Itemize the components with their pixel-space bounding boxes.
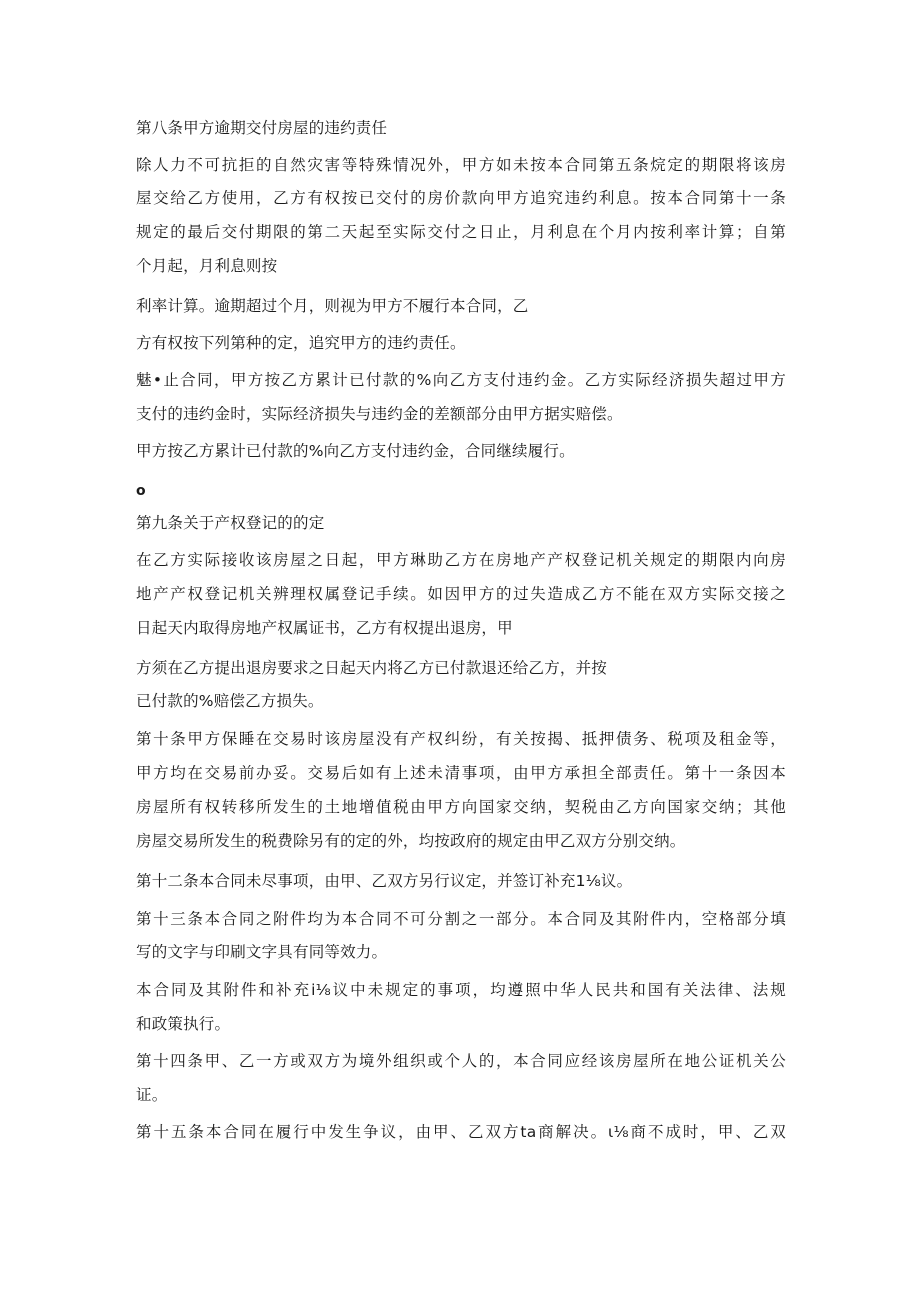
text-line: 已付款的%赔偿乙方损失。 [136,692,324,710]
text-line: 第十四条甲、乙一方或双方为境外组织或个人的，本合同应经该房屋所在地公证机关公 [136,1052,786,1070]
text-line: 甲方均在交易前办妥。交易后如有上述未清事项，由甲方承担全部责任。第十一条因本 [136,764,786,782]
text-line: 屋交给乙方使用，乙方有权按已交付的房价款向甲方追究违约利息。按本合同第十一条 [136,189,786,207]
text-line: 利率计算。逾期超过个月，则视为甲方不履行本合同，乙 [136,297,529,315]
text-line: 第十五条本合同在履行中发生争议，由甲、乙双方ta商解决。ι⅛商不成时，甲、乙双 [136,1123,786,1141]
text-line: 魅•止合同，甲方按乙方累计已付款的%向乙方支付违约金。乙方实际经济损失超过甲方 [136,371,786,389]
text-line: 第十三条本合同之附件均为本合同不可分割之一部分。本合同及其附件内，空格部分填 [136,910,786,928]
text-line: 房屋所有权转移所发生的土地增值税由甲方向国家交纳，契税由乙方向国家交纳；其他 [136,798,786,816]
text-line: 除人力不可抗拒的自然灾害等特殊情况外，甲方如未按本合同第五条烷定的期限将该房 [136,156,786,174]
text-line: 支付的违约金时，实际经济损失与违约金的差额部分由甲方据实赔偿。 [136,405,623,423]
stray-mark: o [136,483,146,499]
text-line: 甲方按乙方累计已付款的%向乙方支付违约金，合同继续履行。 [136,442,575,460]
text-line: 方有权按下列第种的定，追究甲方的违约责任。 [136,334,466,352]
text-line: 地产产权登记机关辨理权属登记手续。如因甲方的过失造成乙方不能在双方实际交接之 [136,585,786,603]
article-9-heading: 第九条关于产权登记的的定 [136,514,325,532]
text-line: 和政策执行。 [136,1015,231,1033]
text-line: 在乙方实际接收该房屋之日起，甲方琳助乙方在房地产产权登记机关规定的期限内向房 [136,551,786,569]
text-line: 写的文字与印刷文字具有同等效力。 [136,943,388,961]
text-line: 日起天内取得房地产权属证书，乙方有权提出退房，甲 [136,619,513,637]
article-8-heading: 第八条甲方逾期交付房屋的违约责任 [136,119,388,137]
text-line: 第十二条本合同未尽事项，由甲、乙双方另行议定，并签订补充1⅛议。 [136,872,633,890]
text-line: 证。 [136,1086,168,1104]
text-line: 本合同及其附件和补充i⅛议中未规定的事项，均遵照中华人民共和国有关法律、法规 [136,981,786,999]
text-line: 规定的最后交付期限的第二天起至实际交付之日止，月利息在个月内按利率计算；自第 [136,223,786,241]
text-line: 个月起，月利息则按 [136,257,278,275]
text-line: 房屋交易所发生的税费除另有的定的外，均按政府的规定由甲乙双方分别交纳。 [136,832,686,850]
text-line: 第十条甲方保睡在交易时该房屋没有产权纠纷，有关按揭、抵押债务、税项及租金等， [136,730,786,748]
text-line: 方须在乙方提出退房要求之日起天内将乙方已付款退还给乙方，并按 [136,659,608,677]
